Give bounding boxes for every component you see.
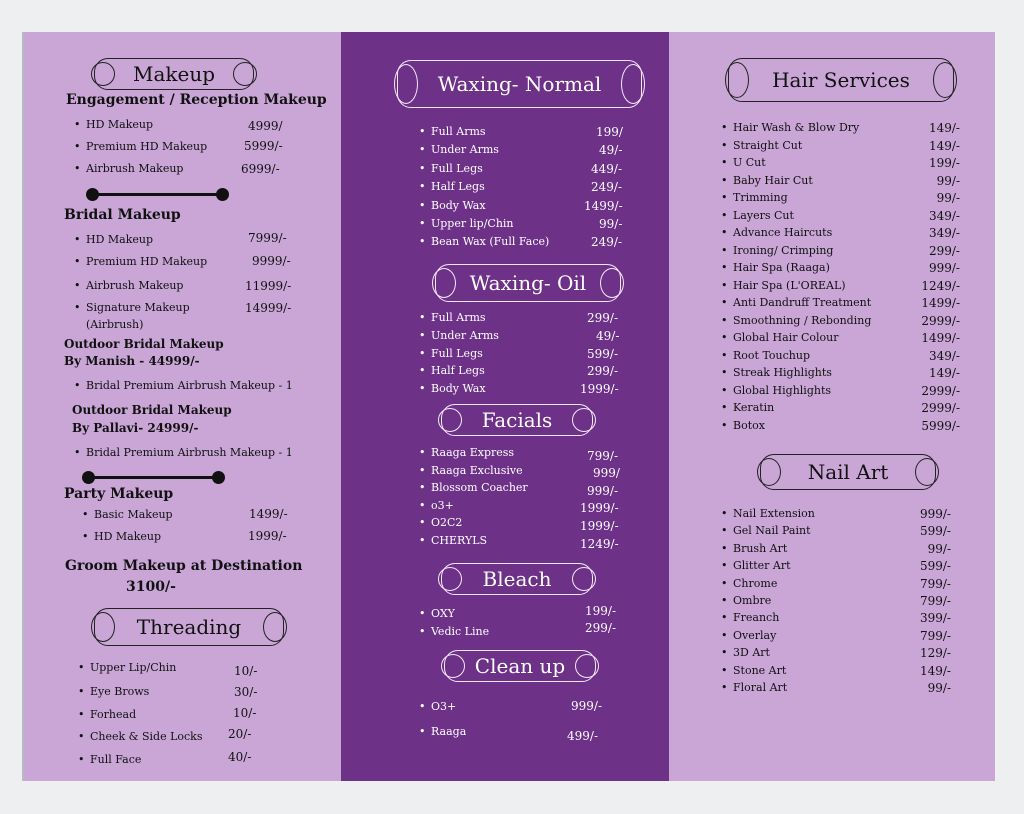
makeup-title-frame bbox=[94, 58, 254, 90]
item-price: 2999/- bbox=[921, 401, 960, 415]
list-item: • O2C2 bbox=[419, 516, 463, 529]
middle-panel bbox=[341, 32, 669, 781]
item-price: 1999/- bbox=[580, 519, 619, 533]
item-price: 99/- bbox=[927, 681, 951, 695]
item-price: 799/- bbox=[919, 594, 951, 608]
item-price: 249/- bbox=[591, 180, 623, 194]
item-price: 10/- bbox=[234, 664, 258, 678]
item-price: 129/- bbox=[919, 646, 951, 661]
outdoor-pallavi-price: By Pallavi- 24999/- bbox=[72, 421, 199, 435]
list-item: • Layers Cut bbox=[721, 208, 794, 222]
item-price: 349/- bbox=[928, 348, 960, 363]
list-item: • Full Arms bbox=[419, 311, 486, 324]
item-price: 999/- bbox=[571, 699, 603, 713]
item-price: 10/- bbox=[233, 706, 257, 720]
item-price: 149/- bbox=[928, 366, 960, 380]
item-price: 999/- bbox=[928, 261, 960, 275]
item-price: 999/- bbox=[587, 484, 619, 498]
list-item: • Trimming bbox=[721, 191, 788, 204]
list-item: • Chrome bbox=[721, 576, 778, 590]
list-item: • Upper lip/Chin bbox=[419, 217, 514, 230]
list-item: • Eye Brows bbox=[78, 685, 150, 698]
facials-title: Facials bbox=[481, 408, 553, 432]
nail-art-title: Nail Art bbox=[807, 460, 889, 484]
list-item: • Bridal Premium Airbrush Makeup - 1 bbox=[74, 446, 293, 459]
item-price: 399/- bbox=[919, 611, 951, 626]
list-item: • Hair Wash & Blow Dry bbox=[721, 121, 860, 134]
item-price: 199/- bbox=[928, 156, 960, 170]
item-price: 9999/- bbox=[252, 254, 291, 268]
list-item: • Keratin bbox=[721, 401, 775, 414]
list-item: • Full Legs bbox=[419, 347, 483, 360]
list-item: • Full Face bbox=[78, 753, 142, 766]
list-item: • Anti Dandruff Treatment bbox=[721, 296, 872, 309]
list-item: • Body Wax bbox=[419, 199, 486, 212]
item-price: 99/- bbox=[927, 541, 951, 556]
list-item: • Ombre bbox=[721, 594, 772, 607]
list-item: • Global Hair Colour bbox=[721, 331, 839, 344]
list-item: • Gel Nail Paint bbox=[721, 524, 811, 538]
item-price: 11999/- bbox=[245, 279, 292, 293]
list-item: • Premium HD Makeup bbox=[74, 140, 208, 153]
list-item: • Premium HD Makeup bbox=[74, 255, 208, 268]
item-price: 20/- bbox=[228, 727, 252, 741]
list-item: • Global Highlights bbox=[721, 383, 832, 397]
item-price: 799/- bbox=[919, 628, 951, 643]
item-price: 1249/- bbox=[921, 278, 960, 293]
list-item: • U Cut bbox=[721, 156, 766, 169]
bleach-title: Bleach bbox=[482, 567, 552, 591]
list-item: • Bridal Premium Airbrush Makeup - 1 bbox=[74, 379, 293, 392]
list-item: • Advance Haircuts bbox=[721, 226, 833, 239]
item-price: 599/- bbox=[919, 559, 951, 574]
divider bbox=[92, 193, 223, 196]
list-item: • Streak Highlights bbox=[721, 366, 832, 379]
item-price: 149/- bbox=[928, 138, 960, 153]
waxing-oil-title-frame bbox=[435, 264, 621, 302]
list-item: • Airbrush Makeup bbox=[74, 279, 184, 292]
list-item: • Bean Wax (Full Face) bbox=[419, 235, 550, 248]
threading-title: Threading bbox=[136, 615, 242, 639]
list-item: • Forhead bbox=[78, 708, 137, 721]
item-price: 2999/- bbox=[921, 383, 960, 398]
list-item: • Raaga bbox=[419, 725, 467, 738]
list-item: • Stone Art bbox=[721, 663, 787, 677]
list-item: • O3+ bbox=[419, 700, 457, 713]
item-price: 14999/- bbox=[245, 301, 292, 315]
list-item: • Brush Art bbox=[721, 541, 788, 555]
list-item: • Straight Cut bbox=[721, 138, 803, 152]
facials-title-frame bbox=[441, 404, 593, 436]
list-item: • Botox bbox=[721, 418, 765, 432]
list-item: • Freanch bbox=[721, 611, 780, 625]
list-item: • Vedic Line bbox=[419, 625, 490, 638]
list-item: • OXY bbox=[419, 607, 455, 620]
item-price: 99/- bbox=[599, 217, 623, 231]
list-item: • Airbrush Makeup bbox=[74, 162, 184, 175]
list-item: • Baby Hair Cut bbox=[721, 173, 813, 187]
list-item-cont: (Airbrush) bbox=[86, 318, 144, 331]
outdoor-manish-heading: Outdoor Bridal Makeup bbox=[64, 337, 224, 351]
item-price: 99/- bbox=[936, 173, 960, 188]
list-item: • Half Legs bbox=[419, 364, 485, 377]
item-price: 7999/- bbox=[248, 231, 287, 245]
item-price: 1999/- bbox=[248, 529, 287, 543]
waxing-normal-title: Waxing- Normal bbox=[437, 72, 602, 96]
waxing-oil-title: Waxing- Oil bbox=[469, 271, 587, 295]
list-item: • Body Wax bbox=[419, 382, 486, 395]
list-item: • Hair Spa (L'OREAL) bbox=[721, 278, 846, 292]
hair-services-title: Hair Services bbox=[772, 68, 910, 92]
list-item: • Raaga Exclusive bbox=[419, 464, 523, 477]
groom-price: 3100/- bbox=[126, 579, 176, 595]
item-price: 49/- bbox=[599, 143, 623, 157]
item-price: 149/- bbox=[919, 663, 951, 678]
list-item: • Full Legs bbox=[419, 162, 483, 175]
bridal-heading: Bridal Makeup bbox=[64, 207, 181, 223]
list-item: • Nail Extension bbox=[721, 507, 815, 520]
list-item: • Half Legs bbox=[419, 180, 485, 193]
item-price: 1999/- bbox=[580, 501, 619, 515]
item-price: 249/- bbox=[591, 235, 623, 249]
item-price: 799/- bbox=[587, 449, 619, 463]
list-item: • Ironing/ Crimping bbox=[721, 243, 834, 257]
item-price: 1999/- bbox=[580, 382, 619, 396]
list-item: • Under Arms bbox=[419, 329, 499, 342]
threading-title-frame bbox=[94, 608, 284, 646]
item-price: 599/- bbox=[919, 524, 951, 539]
list-item: • Upper Lip/Chin bbox=[78, 661, 177, 674]
item-price: 49/- bbox=[596, 329, 620, 343]
list-item: • HD Makeup bbox=[74, 118, 154, 131]
item-price: 30/- bbox=[234, 685, 258, 699]
list-item: • Floral Art bbox=[721, 681, 788, 694]
groom-heading: Groom Makeup at Destination bbox=[65, 558, 303, 574]
item-price: 499/- bbox=[567, 729, 599, 743]
list-item: • Blossom Coacher bbox=[419, 481, 528, 494]
item-price: 6999/- bbox=[241, 162, 280, 176]
item-price: 299/- bbox=[587, 364, 619, 378]
item-price: 299/- bbox=[587, 311, 619, 325]
makeup-title: Makeup bbox=[132, 62, 216, 86]
nail-art-title-frame bbox=[760, 454, 936, 490]
item-price: 799/- bbox=[919, 576, 951, 591]
item-price: 40/- bbox=[228, 750, 252, 764]
outdoor-pallavi-heading: Outdoor Bridal Makeup bbox=[72, 403, 232, 417]
party-heading: Party Makeup bbox=[64, 486, 174, 502]
cleanup-title: Clean up bbox=[474, 654, 566, 678]
item-price: 299/- bbox=[928, 243, 960, 258]
item-price: 999/- bbox=[919, 507, 951, 521]
list-item: • Full Arms bbox=[419, 125, 486, 138]
item-price: 1499/- bbox=[584, 199, 623, 213]
list-item: • CHERYLS bbox=[419, 534, 488, 547]
list-item: • Signature Makeup bbox=[74, 301, 190, 314]
item-price: 199/- bbox=[585, 604, 617, 618]
list-item: • Hair Spa (Raaga) bbox=[721, 261, 830, 274]
list-item: • Cheek & Side Locks bbox=[78, 730, 203, 743]
item-price: 349/- bbox=[928, 226, 960, 240]
right-panel bbox=[669, 32, 995, 781]
item-price: 599/- bbox=[587, 347, 619, 361]
item-price: 149/- bbox=[928, 121, 960, 135]
list-item: • Overlay bbox=[721, 628, 777, 642]
list-item: • Glitter Art bbox=[721, 559, 791, 573]
list-item: • Basic Makeup bbox=[82, 508, 173, 521]
list-item: • Raaga Express bbox=[419, 446, 515, 459]
list-item: • HD Makeup bbox=[74, 233, 154, 246]
engagement-heading: Engagement / Reception Makeup bbox=[66, 92, 327, 108]
item-price: 299/- bbox=[585, 621, 617, 635]
bleach-title-frame bbox=[441, 563, 593, 595]
left-panel bbox=[24, 32, 341, 781]
list-item: • o3+ bbox=[419, 499, 454, 512]
item-price: 1499/- bbox=[921, 331, 960, 345]
outdoor-manish-price: By Manish - 44999/- bbox=[64, 354, 200, 368]
list-item: • Root Touchup bbox=[721, 348, 811, 362]
item-price: 99/- bbox=[936, 191, 960, 205]
item-price: 4999/ bbox=[248, 119, 283, 133]
list-item: • HD Makeup bbox=[82, 530, 162, 543]
waxing-normal-title-frame bbox=[397, 60, 642, 108]
item-price: 449/- bbox=[591, 162, 623, 176]
list-item: • Smoothning / Rebonding bbox=[721, 313, 872, 327]
list-item: • Under Arms bbox=[419, 143, 499, 156]
list-item: • 3D Art bbox=[721, 646, 770, 660]
item-price: 5999/- bbox=[244, 139, 283, 153]
item-price: 349/- bbox=[928, 208, 960, 223]
hair-services-title-frame bbox=[728, 58, 954, 102]
divider bbox=[88, 476, 219, 479]
item-price: 199/ bbox=[596, 125, 623, 139]
item-price: 2999/- bbox=[921, 313, 960, 328]
cleanup-title-frame bbox=[444, 650, 596, 682]
item-price: 1249/- bbox=[580, 537, 619, 551]
item-price: 1499/- bbox=[249, 507, 288, 521]
item-price: 1499/- bbox=[921, 296, 960, 310]
item-price: 999/ bbox=[593, 466, 620, 480]
item-price: 5999/- bbox=[921, 418, 960, 433]
